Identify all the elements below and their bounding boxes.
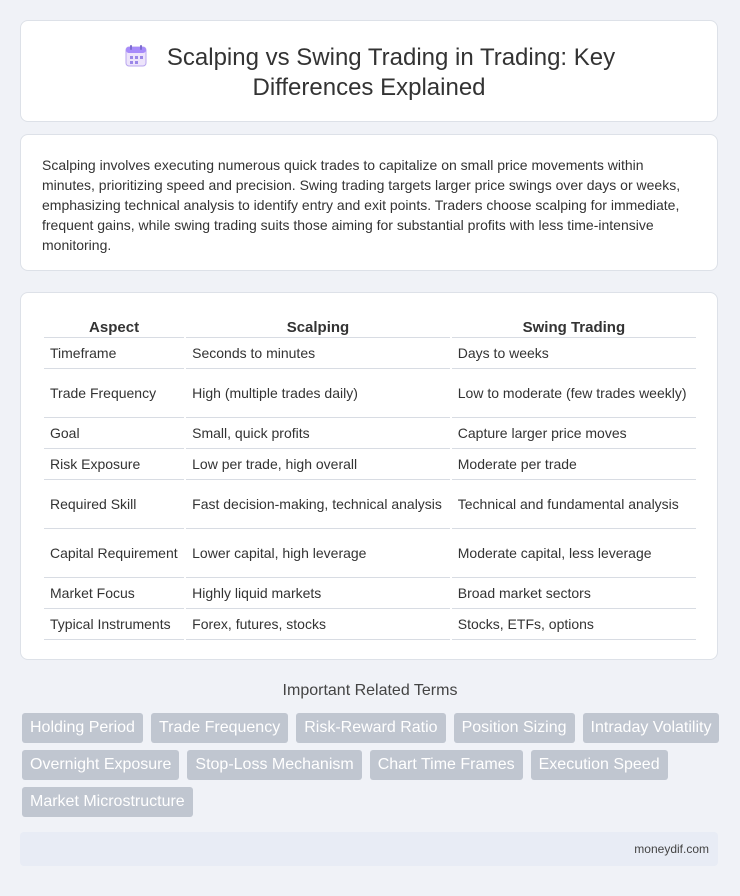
table-row <box>44 529 696 578</box>
header-scalping: Scalping <box>186 315 450 338</box>
cell-scalping: Highly liquid markets <box>186 578 450 609</box>
table-header-row <box>44 315 696 338</box>
table-row <box>44 609 696 640</box>
related-terms-list <box>22 713 722 817</box>
comparison-table <box>42 315 698 640</box>
table-row <box>44 338 696 369</box>
tag-position-sizing[interactable]: Position Sizing <box>454 713 575 743</box>
cell-scalping: High (multiple trades daily) <box>186 369 450 418</box>
related-terms-heading: Important Related Terms <box>282 682 458 699</box>
cell-swing: Moderate capital, less leverage <box>452 529 696 578</box>
tag-trade-frequency[interactable]: Trade Frequency <box>151 713 288 743</box>
tag-holding-period[interactable]: Holding Period <box>22 713 143 743</box>
cell-swing: Broad market sectors <box>452 578 696 609</box>
table-row <box>44 418 696 449</box>
tag-overnight-exposure[interactable]: Overnight Exposure <box>22 750 179 780</box>
intro-paragraph: Scalping involves executing numerous quick trades to capitalize on small price movements within minutes, prioritizing speed and precision. Swing trading targets larger price swings over days or weeks, emphasizing technical analysis to identify entry and exit points. Traders choose scalping for immediate, frequent gains, while swing trading suits those aiming for substantial profits with less time-intensive monitoring. <box>42 157 681 253</box>
cell-scalping: Seconds to minutes <box>186 338 450 369</box>
cell-aspect: Typical Instruments <box>44 609 184 640</box>
cell-scalping: Small, quick profits <box>186 418 450 449</box>
cell-scalping: Fast decision-making, technical analysis <box>186 480 450 529</box>
tag-market-microstructure[interactable]: Market Microstructure <box>22 787 193 817</box>
cell-aspect: Required Skill <box>44 480 184 529</box>
cell-scalping: Lower capital, high leverage <box>186 529 450 578</box>
cell-aspect: Trade Frequency <box>44 369 184 418</box>
intro-card <box>20 134 718 271</box>
cell-aspect: Timeframe <box>44 338 184 369</box>
title-card <box>20 20 718 122</box>
cell-swing: Stocks, ETFs, options <box>452 609 696 640</box>
table-row <box>44 449 696 480</box>
cell-swing: Moderate per trade <box>452 449 696 480</box>
footer <box>20 832 718 866</box>
header-aspect: Aspect <box>44 315 184 338</box>
tag-intraday-volatility[interactable]: Intraday Volatility <box>583 713 720 743</box>
comparison-table-card <box>20 292 718 660</box>
tag-execution-speed[interactable]: Execution Speed <box>531 750 668 780</box>
table-row <box>44 480 696 529</box>
cell-aspect: Market Focus <box>44 578 184 609</box>
page-title: Scalping vs Swing Trading in Trading: Key Differences Explained <box>166 44 616 101</box>
tag-chart-time-frames[interactable]: Chart Time Frames <box>370 750 523 780</box>
cell-swing: Capture larger price moves <box>452 418 696 449</box>
cell-aspect: Goal <box>44 418 184 449</box>
cell-swing: Technical and fundamental analysis <box>452 480 696 529</box>
calendar-icon <box>123 43 149 69</box>
page-title-wrap <box>61 43 677 103</box>
cell-aspect: Capital Requirement <box>44 529 184 578</box>
table-row <box>44 578 696 609</box>
table-row <box>44 369 696 418</box>
tag-stop-loss-mechanism[interactable]: Stop-Loss Mechanism <box>187 750 361 780</box>
tag-risk-reward-ratio[interactable]: Risk-Reward Ratio <box>296 713 445 743</box>
footer-site: moneydif.com <box>634 842 709 856</box>
cell-scalping: Low per trade, high overall <box>186 449 450 480</box>
cell-swing: Days to weeks <box>452 338 696 369</box>
cell-swing: Low to moderate (few trades weekly) <box>452 369 696 418</box>
cell-aspect: Risk Exposure <box>44 449 184 480</box>
cell-scalping: Forex, futures, stocks <box>186 609 450 640</box>
header-swing-trading: Swing Trading <box>452 315 696 338</box>
